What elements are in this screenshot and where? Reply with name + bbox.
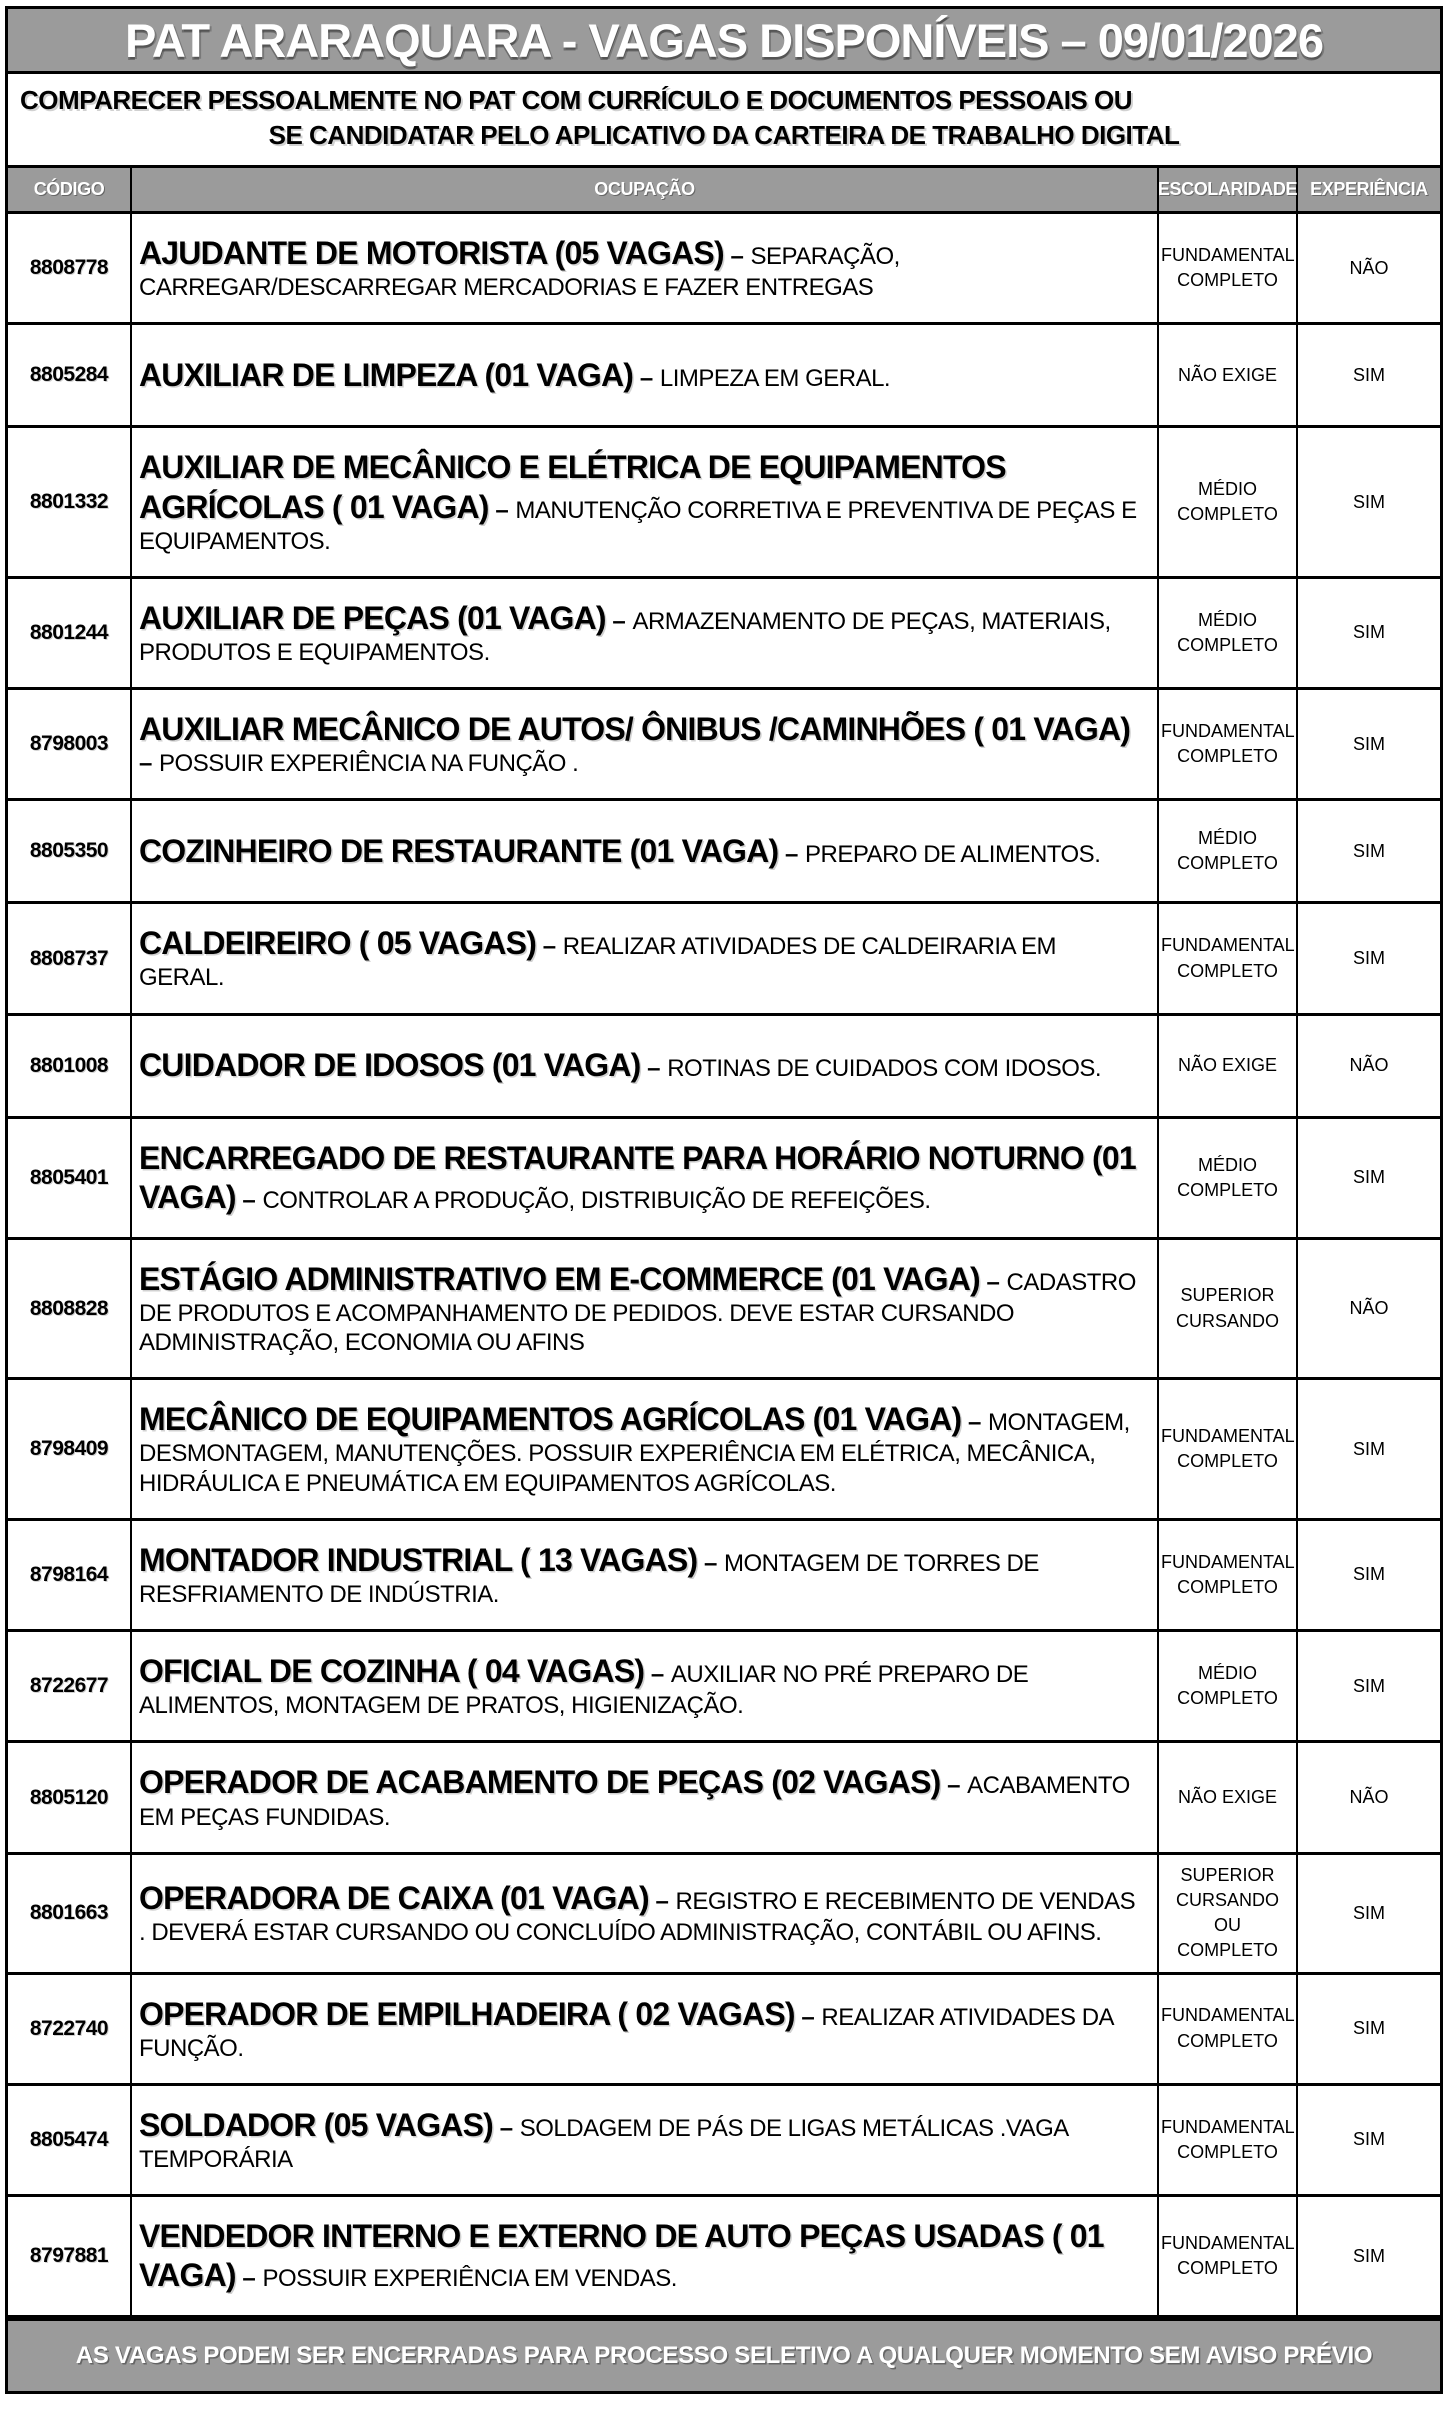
job-code: 8797881 (8, 2197, 132, 2315)
table-row (8, 2083, 1440, 2194)
job-dash-separator: – (940, 1772, 968, 1800)
vacancies-table (5, 168, 1443, 2318)
job-dash-separator: – (778, 840, 805, 868)
job-occupation-text (139, 1995, 1143, 2063)
job-occupation-cell (132, 1855, 1159, 1972)
education-cell: NÃO EXIGE (1159, 325, 1298, 425)
job-occupation-cell (132, 2197, 1159, 2315)
education-cell: FUNDAMENTAL COMPLETO (1159, 1521, 1298, 1629)
table-row (8, 687, 1440, 798)
job-title: CUIDADOR DE IDOSOS (01 VAGA) (139, 1047, 641, 1084)
job-occupation-cell (132, 904, 1159, 1012)
job-code: 8805120 (8, 1743, 132, 1851)
education-cell: FUNDAMENTAL COMPLETO (1159, 904, 1298, 1012)
education-cell: FUNDAMENTAL COMPLETO (1159, 2086, 1298, 2194)
job-title: CALDEIREIRO ( 05 VAGAS) (139, 925, 537, 962)
job-title: VENDEDOR INTERNO E EXTERNO DE AUTO PEÇAS USADAS ( 01 VAGA) (139, 2218, 1104, 2294)
job-code: 8801244 (8, 579, 132, 687)
job-code: 8798409 (8, 1380, 132, 1518)
job-dash-separator: – (979, 1268, 1007, 1296)
table-row (8, 1116, 1440, 1237)
experience-cell: SIM (1352, 1438, 1385, 1459)
experience-cell: SIM (1352, 840, 1385, 861)
job-occupation-cell (132, 1016, 1159, 1116)
experience-cell: SIM (1352, 1564, 1385, 1585)
column-header-experiencia: EXPERIÊNCIA (1310, 179, 1428, 200)
job-code: 8808737 (8, 904, 132, 1012)
education-cell: SUPERIOR CURSANDO (1159, 1240, 1298, 1378)
experience-cell: SIM (1352, 622, 1385, 643)
job-code: 8798164 (8, 1521, 132, 1629)
experience-cell: SIM (1352, 733, 1385, 754)
job-occupation-cell (132, 1743, 1159, 1851)
experience-cell: SIM (1352, 1675, 1385, 1696)
experience-cell: SIM (1352, 947, 1385, 968)
experience-cell: SIM (1352, 364, 1385, 385)
job-dash-separator: – (493, 2114, 520, 2142)
experience-cell: SIM (1352, 2129, 1385, 2150)
job-occupation-cell (132, 579, 1159, 687)
job-occupation-text (139, 1541, 1143, 1609)
job-occupation-cell (132, 1975, 1159, 2083)
job-description: REALIZAR ATIVIDADES DA FUNÇÃO. (139, 2003, 1113, 2062)
job-occupation-text (139, 356, 890, 395)
column-header-escolaridade: ESCOLARIDADE (1159, 168, 1298, 211)
job-occupation-text (139, 924, 1143, 992)
table-row (8, 1852, 1440, 1972)
education-cell: FUNDAMENTAL COMPLETO (1159, 2197, 1298, 2315)
job-code: 8722677 (8, 1632, 132, 1740)
education-cell: MÉDIO COMPLETO (1159, 1119, 1298, 1237)
table-row (8, 901, 1440, 1012)
experience-cell: NÃO (1349, 257, 1389, 278)
job-title: SOLDADOR (05 VAGAS) (139, 2106, 494, 2143)
job-title: OFICIAL DE COZINHA ( 04 VAGAS) (139, 1653, 645, 1690)
education-cell: FUNDAMENTAL COMPLETO (1159, 1380, 1298, 1518)
footer-notice-bar (5, 2318, 1443, 2394)
job-description: POSSUIR EXPERIÊNCIA EM VENDAS. (262, 2265, 677, 2293)
job-occupation-cell (132, 690, 1159, 798)
education-cell: SUPERIOR CURSANDO OU COMPLETO (1159, 1855, 1298, 1972)
job-dash-separator: – (794, 2003, 822, 2031)
job-title: OPERADORA DE CAIXA (01 VAGA) (139, 1880, 649, 1916)
job-code: 8808828 (8, 1240, 132, 1378)
experience-cell: SIM (1352, 1902, 1385, 1923)
experience-cell: SIM (1352, 2018, 1385, 2039)
job-occupation-cell (132, 428, 1159, 575)
job-occupation-text (139, 832, 1100, 871)
job-title: AJUDANTE DE MOTORISTA (05 VAGAS) (139, 235, 724, 272)
table-row (8, 1237, 1440, 1378)
job-dash-separator: – (633, 364, 660, 392)
job-dash-separator: – (697, 1549, 725, 1577)
job-description: PREPARO DE ALIMENTOS. (805, 840, 1101, 868)
job-title: OPERADOR DE EMPILHADEIRA ( 02 VAGAS) (139, 1995, 795, 2032)
education-cell: FUNDAMENTAL COMPLETO (1159, 214, 1298, 322)
job-description: ARMAZENAMENTO DE PEÇAS, MATERIAIS, PRODUTOS E EQUIPAMENTOS. (139, 607, 1111, 666)
job-occupation-text (139, 1763, 1143, 1831)
page-title: PAT ARARAQUARA - VAGAS DISPONÍVEIS – 09/01/2026 (125, 13, 1323, 67)
job-dash-separator: – (488, 496, 516, 524)
job-dash-separator: – (648, 1888, 676, 1915)
job-occupation-cell (132, 1521, 1159, 1629)
job-code: 8798003 (8, 690, 132, 798)
job-description: MONTAGEM DE TORRES DE RESFRIAMENTO DE INDÚSTRIA. (139, 1549, 1039, 1608)
job-dash-separator: – (139, 750, 160, 778)
job-description: MONTAGEM, DESMONTAGEM, MANUTENÇÕES. POSSUIR EXPERIÊNCIA EM ELÉTRICA, MECÂNICA, HIDRÁULICA E PNEUMÁTICA EM EQUIPAMENTOS AGRÍCOLAS. (139, 1409, 1130, 1497)
job-code: 8805401 (8, 1119, 132, 1237)
job-description: SOLDAGEM DE PÁS DE LIGAS METÁLICAS .VAGA TEMPORÁRIA (139, 2114, 1068, 2173)
education-cell: MÉDIO COMPLETO (1159, 428, 1298, 575)
job-description: CONTROLAR A PRODUÇÃO, DISTRIBUIÇÃO DE REFEIÇÕES. (262, 1186, 931, 1214)
job-title: AUXILIAR MECÂNICO DE AUTOS/ ÔNIBUS /CAMINHÕES ( 01 VAGA) (139, 711, 1131, 748)
education-cell: FUNDAMENTAL COMPLETO (1159, 690, 1298, 798)
experience-cell: SIM (1352, 2245, 1385, 2266)
table-row (8, 211, 1440, 322)
table-row (8, 322, 1440, 425)
job-dash-separator: – (644, 1661, 671, 1689)
job-occupation-text (139, 1046, 1101, 1085)
job-occupation-text (139, 599, 1143, 667)
job-occupation-text (139, 710, 1143, 778)
column-header-codigo: CÓDIGO (8, 168, 132, 211)
job-occupation-cell (132, 214, 1159, 322)
job-title: MONTADOR INDUSTRIAL ( 13 VAGAS) (139, 1541, 698, 1578)
job-code: 8801008 (8, 1016, 132, 1116)
education-cell: MÉDIO COMPLETO (1159, 1632, 1298, 1740)
column-header-ocupacao: OCUPAÇÃO (132, 168, 1159, 211)
job-occupation-text (139, 1139, 1143, 1217)
job-title: COZINHEIRO DE RESTAURANTE (01 VAGA) (139, 832, 779, 869)
job-description: ROTINAS DE CUIDADOS COM IDOSOS. (667, 1055, 1102, 1083)
job-occupation-cell (132, 801, 1159, 901)
job-title: AUXILIAR DE LIMPEZA (01 VAGA) (139, 356, 634, 393)
job-description: MANUTENÇÃO CORRETIVA E PREVENTIVA DE PEÇAS E EQUIPAMENTOS. (139, 496, 1137, 555)
job-description: CADASTRO DE PRODUTOS E ACOMPANHAMENTO DE PEDIDOS. DEVE ESTAR CURSANDO ADMINISTRAÇÃO, ECONOMIA OU AFINS (139, 1268, 1136, 1357)
job-occupation-cell (132, 1119, 1159, 1237)
job-dash-separator: – (640, 1055, 668, 1083)
table-row (8, 425, 1440, 575)
job-title: AUXILIAR DE PEÇAS (01 VAGA) (139, 599, 606, 636)
vacancy-bulletin (5, 6, 1443, 2394)
job-code: 8808778 (8, 214, 132, 322)
instructions-line-2: SE CANDIDATAR PELO APLICATIVO DA CARTEIRA DE TRABALHO DIGITAL (268, 120, 1180, 151)
table-row (8, 1629, 1440, 1740)
job-description: POSSUIR EXPERIÊNCIA NA FUNÇÃO . (159, 750, 579, 778)
job-occupation-cell (132, 1380, 1159, 1518)
table-header-row (8, 168, 1440, 211)
job-occupation-text (139, 234, 1143, 302)
instructions-box (5, 74, 1443, 168)
job-dash-separator: – (961, 1409, 989, 1437)
document-title-bar (5, 6, 1443, 74)
footer-notice-text: AS VAGAS PODEM SER ENCERRADAS PARA PROCESSO SELETIVO A QUALQUER MOMENTO SEM AVISO PRÉVIO (75, 2342, 1373, 2370)
job-dash-separator: – (536, 933, 563, 961)
job-dash-separator: – (605, 607, 633, 635)
job-occupation-text (139, 448, 1143, 555)
experience-cell: SIM (1352, 1167, 1385, 1188)
table-row (8, 1972, 1440, 2083)
job-dash-separator: – (235, 1186, 263, 1214)
job-code: 8805284 (8, 325, 132, 425)
education-cell: NÃO EXIGE (1159, 1016, 1298, 1116)
job-code: 8801663 (8, 1855, 132, 1972)
job-dash-separator: – (235, 2265, 263, 2293)
education-cell: FUNDAMENTAL COMPLETO (1159, 1975, 1298, 2083)
table-row (8, 576, 1440, 687)
job-code: 8722740 (8, 1975, 132, 2083)
job-description: AUXILIAR NO PRÉ PREPARO DE ALIMENTOS, MONTAGEM DE PRATOS, HIGIENIZAÇÃO. (139, 1661, 1029, 1720)
job-occupation-text (139, 1400, 1143, 1498)
table-row (8, 1377, 1440, 1518)
job-code: 8805350 (8, 801, 132, 901)
table-row (8, 1013, 1440, 1116)
job-occupation-cell (132, 1632, 1159, 1740)
education-cell: MÉDIO COMPLETO (1159, 579, 1298, 687)
job-title: MECÂNICO DE EQUIPAMENTOS AGRÍCOLAS (01 VAGA) (139, 1401, 962, 1438)
table-row (8, 1518, 1440, 1629)
education-cell: NÃO EXIGE (1159, 1743, 1298, 1851)
table-row (8, 798, 1440, 901)
experience-cell: NÃO (1349, 1055, 1389, 1076)
job-occupation-cell (132, 325, 1159, 425)
job-occupation-text (139, 1260, 1143, 1358)
education-cell: MÉDIO COMPLETO (1159, 801, 1298, 901)
job-title: OPERADOR DE ACABAMENTO DE PEÇAS (02 VAGAS) (139, 1764, 941, 1801)
job-code: 8801332 (8, 428, 132, 575)
job-title: ESTÁGIO ADMINISTRATIVO EM E-COMMERCE (01 VAGA) (139, 1260, 980, 1297)
job-description: SEPARAÇÃO, CARREGAR/DESCARREGAR MERCADORIAS E FAZER ENTREGAS (139, 243, 900, 302)
job-dash-separator: – (723, 243, 751, 271)
table-row (8, 2194, 1440, 2315)
job-occupation-cell (132, 1240, 1159, 1378)
job-title: ENCARREGADO DE RESTAURANTE PARA HORÁRIO NOTURNO (01 VAGA) (139, 1139, 1136, 1215)
job-occupation-cell (132, 2086, 1159, 2194)
instructions-line-1: COMPARECER PESSOALMENTE NO PAT COM CURRÍCULO E DOCUMENTOS PESSOAIS OU (20, 85, 1132, 115)
job-title: AUXILIAR DE MECÂNICO E ELÉTRICA DE EQUIPAMENTOS AGRÍCOLAS ( 01 VAGA) (139, 449, 1006, 525)
table-row (8, 1740, 1440, 1851)
experience-cell: NÃO (1349, 1787, 1389, 1808)
experience-cell: SIM (1352, 491, 1385, 512)
job-occupation-text (139, 2217, 1143, 2295)
table-body (8, 211, 1440, 2315)
job-description: ACABAMENTO EM PEÇAS FUNDIDAS. (139, 1772, 1130, 1831)
job-occupation-text (139, 1652, 1143, 1720)
experience-cell: NÃO (1349, 1297, 1389, 1318)
job-description: REALIZAR ATIVIDADES DE CALDEIRARIA EM GERAL. (139, 933, 1056, 992)
job-code: 8805474 (8, 2086, 132, 2194)
job-description: LIMPEZA EM GERAL. (659, 364, 891, 392)
job-occupation-text (139, 1879, 1143, 1947)
job-occupation-text (139, 2106, 1143, 2174)
job-description: REGISTRO E RECEBIMENTO DE VENDAS . DEVERÁ ESTAR CURSANDO OU CONCLUÍDO ADMINISTRAÇÃO, CONTÁBIL OU AFINS. (139, 1888, 1136, 1947)
